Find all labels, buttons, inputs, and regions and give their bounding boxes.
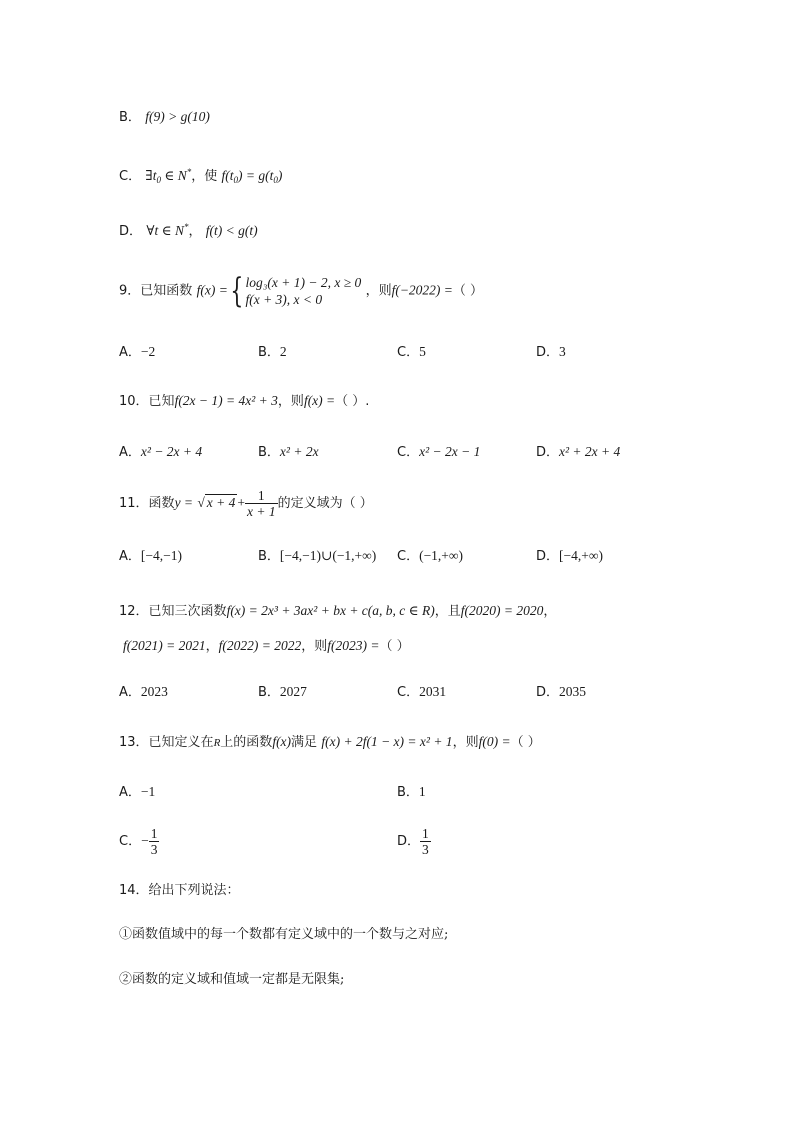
option-label: D． xyxy=(536,445,560,460)
option-value: 2 xyxy=(279,344,287,359)
question-ask: f(2023) = xyxy=(327,638,380,653)
expr-part: y = xyxy=(174,495,194,510)
piecewise-cases xyxy=(245,274,361,308)
question-condition: f(2022) = 2022 xyxy=(218,638,302,653)
expr-part: ∃t xyxy=(145,168,157,183)
question-text: ，则 xyxy=(365,283,392,299)
expr-sub: 0 xyxy=(156,175,161,185)
expr-part: ) = g(t xyxy=(238,168,274,183)
option-label: A． xyxy=(119,445,141,460)
option-expression xyxy=(145,168,191,183)
option-value: 2027 xyxy=(279,684,307,699)
answer-paren: （ ） xyxy=(510,735,541,750)
function-name: f(x) = xyxy=(196,282,228,298)
question-text: ， xyxy=(543,604,557,619)
option-value: 3 xyxy=(559,344,566,359)
question-text: ，则 xyxy=(277,394,304,409)
q8-option-c xyxy=(119,162,282,190)
fraction xyxy=(149,826,160,857)
option-label: A． xyxy=(119,685,141,700)
option-label: C． xyxy=(119,169,142,184)
question-12-line-1 xyxy=(119,601,556,622)
fraction-numerator: 1 xyxy=(422,826,429,841)
q10-option-d xyxy=(536,442,620,463)
set-symbol: R xyxy=(213,737,221,749)
option-expression xyxy=(146,223,188,238)
q11-option-b xyxy=(258,546,376,567)
q11-option-d xyxy=(536,546,603,567)
fraction-denominator: x + 1 xyxy=(247,504,276,519)
answer-paren: （ ） xyxy=(452,283,484,299)
option-value: (−1,+∞) xyxy=(419,548,464,563)
piecewise-case-2: f(x + 3), x < 0 xyxy=(245,292,323,307)
q9-option-a xyxy=(119,342,155,363)
q9-option-b xyxy=(258,342,287,363)
q8-option-b xyxy=(119,107,210,128)
option-value: [−4,+∞) xyxy=(559,548,603,563)
option-value: x² − 2x + 4 xyxy=(140,444,203,459)
question-13 xyxy=(119,732,541,753)
expr-sup: * xyxy=(186,167,192,177)
question-text: 上的函数 xyxy=(220,735,273,750)
option-label: D． xyxy=(536,685,560,700)
q12-option-b xyxy=(258,682,307,703)
q13-option-d xyxy=(397,824,431,859)
option-value: x² − 2x − 1 xyxy=(419,444,481,459)
expr-sup: * xyxy=(183,222,189,232)
question-expression: f(x) + 2f(1 − x) = x² + 1 xyxy=(321,734,453,749)
option-value: 2035 xyxy=(559,684,587,699)
option-value: − xyxy=(141,833,149,848)
question-text: 已知三次函数 xyxy=(148,604,227,619)
q8-option-d xyxy=(119,217,258,242)
q13-option-a xyxy=(119,782,155,803)
q13-option-b xyxy=(397,782,426,803)
fraction-numerator: 1 xyxy=(245,488,278,504)
option-label: B． xyxy=(397,785,419,800)
question-10 xyxy=(119,391,369,412)
expr-part: f(t xyxy=(221,168,234,183)
question-number: 9． xyxy=(119,283,141,299)
sqrt-sign: √ xyxy=(197,495,205,510)
question-12-line-2 xyxy=(123,636,410,657)
question-text: ， xyxy=(205,639,219,654)
question-text: 满足 xyxy=(291,735,318,750)
q9-option-c xyxy=(397,342,426,363)
question-text: 函数 xyxy=(148,496,175,511)
option-expression: f(9) > g(10) xyxy=(145,109,210,124)
option-label: C． xyxy=(397,345,420,360)
question-number: 13． xyxy=(119,735,149,750)
option-text: ， xyxy=(188,224,202,239)
q12-option-c xyxy=(397,682,446,703)
question-text: ，且 xyxy=(434,604,461,619)
fraction xyxy=(245,488,278,519)
q13-option-c xyxy=(119,824,159,859)
option-label: A． xyxy=(119,785,141,800)
question-9 xyxy=(119,271,484,311)
option-label: D． xyxy=(536,345,560,360)
q10-option-a xyxy=(119,442,202,463)
expr-part: + xyxy=(237,495,245,510)
question-text: ，则 xyxy=(301,639,328,654)
question-expression: f(2x − 1) = 4x² + 3 xyxy=(174,393,278,408)
option-label: C． xyxy=(397,445,420,460)
q10-option-b xyxy=(258,442,319,463)
fraction-denominator: 3 xyxy=(422,842,429,857)
option-value: 1 xyxy=(418,784,426,799)
option-label: A． xyxy=(119,549,141,564)
q12-option-a xyxy=(119,682,168,703)
q9-option-d xyxy=(536,342,566,363)
option-value: x² + 2x xyxy=(279,444,319,459)
option-label: C． xyxy=(397,685,420,700)
option-label: B． xyxy=(119,110,141,125)
question-text: 已知 xyxy=(148,394,175,409)
option-value: −2 xyxy=(140,344,156,359)
question-text: 给出下列说法： xyxy=(148,883,240,898)
question-text: ，则 xyxy=(452,735,479,750)
q14-statement-1: ①函数值域中的每一个数都有定义域中的一个数与之对应; xyxy=(119,927,449,942)
question-ask: f(x) = xyxy=(303,393,336,408)
option-value: 2031 xyxy=(419,684,447,699)
sqrt-radicand: x + 4 xyxy=(206,495,236,510)
q11-option-c xyxy=(397,546,463,567)
q12-option-d xyxy=(536,682,586,703)
option-expression-2 xyxy=(222,168,283,183)
expr-part: ∈ N xyxy=(164,168,187,183)
option-label: B． xyxy=(258,345,280,360)
expr-part: ) xyxy=(277,168,283,183)
question-text: 的定义域为（ ） xyxy=(277,496,373,511)
question-11 xyxy=(119,486,373,521)
option-text: ，使 xyxy=(191,169,218,184)
question-text: 已知函数 xyxy=(140,283,193,299)
question-expression: f(x) = 2x³ + 3ax² + bx + c(a, b, c ∈ R) xyxy=(226,603,435,618)
option-expression-2: f(t) < g(t) xyxy=(205,223,258,238)
question-text: 已知定义在 xyxy=(148,735,214,750)
option-label: B． xyxy=(258,685,280,700)
option-value: x² + 2x + 4 xyxy=(559,444,621,459)
expr-part: ∀t ∈ N xyxy=(146,223,184,238)
question-number: 10． xyxy=(119,394,149,409)
answer-paren: （ ）. xyxy=(335,394,370,409)
question-number: 14． xyxy=(119,883,149,898)
option-label: C． xyxy=(119,834,142,849)
question-number: 12． xyxy=(119,604,149,619)
q11-option-a xyxy=(119,546,182,567)
function-name: f(x) xyxy=(272,734,292,749)
option-label: D． xyxy=(536,549,560,564)
question-condition: f(2021) = 2021 xyxy=(123,638,206,653)
expr-sub: 0 xyxy=(233,175,239,185)
q14-statement-2: ②函数的定义域和值域一定都是无限集; xyxy=(119,972,345,987)
option-label: D． xyxy=(119,224,143,239)
question-number: 11． xyxy=(119,496,149,511)
expr-sub: 0 xyxy=(273,175,278,185)
option-value: −1 xyxy=(140,784,156,799)
question-ask: f(0) = xyxy=(478,734,511,749)
question-condition: f(2020) = 2020 xyxy=(460,603,544,618)
option-label: C． xyxy=(397,549,420,564)
answer-paren: （ ） xyxy=(379,639,410,654)
option-value: 2023 xyxy=(140,684,168,699)
piecewise-brace: { xyxy=(230,271,244,311)
option-value: [−4,−1) xyxy=(140,548,182,563)
q10-option-c xyxy=(397,442,480,463)
piecewise-case-1: log₃(x + 1) − 2, x ≥ 0 xyxy=(245,275,362,290)
fraction xyxy=(420,826,431,857)
option-value: [−4,−1)∪(−1,+∞) xyxy=(279,548,377,563)
option-label: B． xyxy=(258,445,280,460)
fraction-denominator: 3 xyxy=(150,842,158,857)
option-label: A． xyxy=(119,345,141,360)
question-ask: f(−2022) = xyxy=(391,282,453,298)
option-label: D． xyxy=(397,834,421,849)
fraction-numerator: 1 xyxy=(150,826,158,841)
option-value: 5 xyxy=(419,344,426,359)
question-14 xyxy=(119,880,240,901)
option-label: B． xyxy=(258,549,280,564)
